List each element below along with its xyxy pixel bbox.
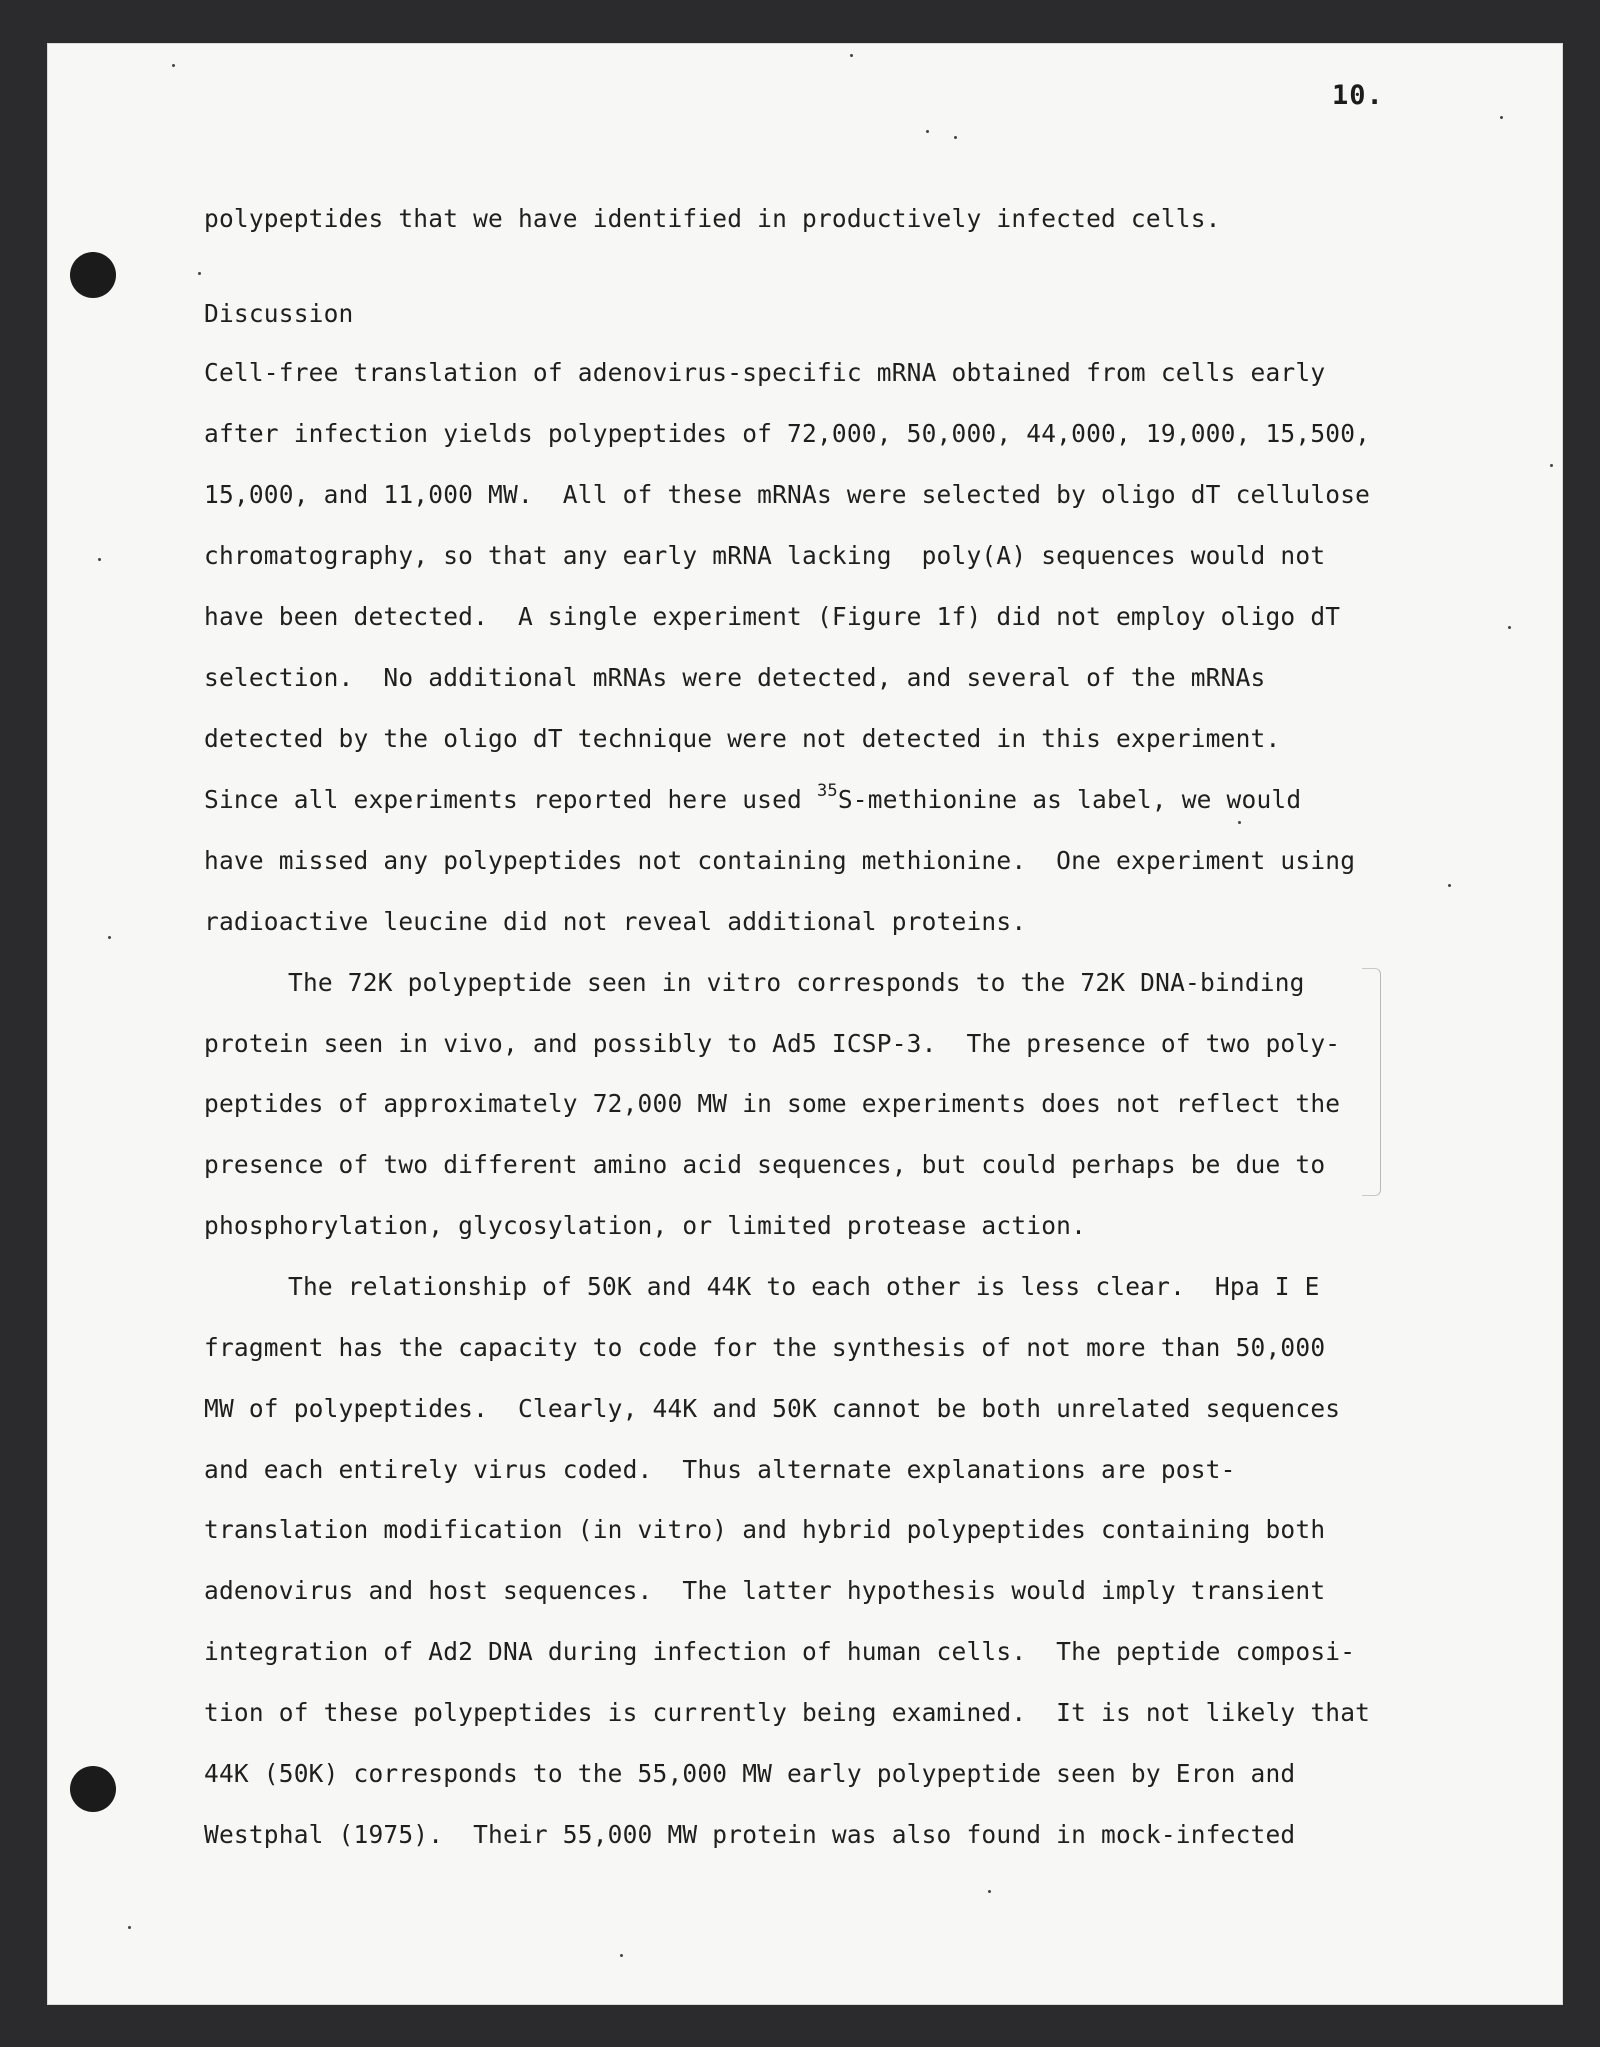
text-line: and each entirely virus coded. Thus alternate explanations are post- — [204, 1455, 1236, 1484]
text-fragment: S-methionine as label, we would — [837, 785, 1302, 814]
text-line: The 72K polypeptide seen in vitro corresponds to the 72K DNA-binding — [288, 968, 1305, 997]
text-line: chromatography, so that any early mRNA lacking poly(A) sequences would not — [204, 541, 1326, 570]
text-line: adenovirus and host sequences. The latter hypothesis would imply transient — [204, 1576, 1326, 1605]
paper-speck — [98, 558, 101, 561]
paper-speck — [198, 272, 201, 275]
text-line: after infection yields polypeptides of 72,000, 50,000, 44,000, 19,000, 15,500, — [204, 419, 1371, 448]
text-line: Cell-free translation of adenovirus-specific mRNA obtained from cells early — [204, 358, 1326, 387]
paper-speck — [172, 64, 175, 67]
text-line-superscript — [204, 781, 1302, 814]
text-line: peptides of approximately 72,000 MW in some experiments does not reflect the — [204, 1089, 1341, 1118]
paper-speck — [926, 130, 929, 133]
paper-speck — [1500, 116, 1503, 119]
text-line: Westphal (1975). Their 55,000 MW protein was also found in mock-infected — [204, 1820, 1296, 1849]
text-line: fragment has the capacity to code for the synthesis of not more than 50,000 — [204, 1333, 1326, 1362]
text-line: MW of polypeptides. Clearly, 44K and 50K cannot be both unrelated sequences — [204, 1394, 1341, 1423]
paper-speck — [1238, 821, 1241, 824]
paper-speck — [1508, 626, 1511, 629]
text-line: The relationship of 50K and 44K to each other is less clear. Hpa I E — [288, 1272, 1320, 1301]
text-line: integration of Ad2 DNA during infection of human cells. The peptide composi- — [204, 1637, 1356, 1666]
paper-speck — [128, 1926, 131, 1929]
text-line: tion of these polypeptides is currently being examined. It is not likely that — [204, 1698, 1371, 1727]
section-heading: Discussion — [204, 299, 354, 328]
text-line: have been detected. A single experiment (Figure 1f) did not employ oligo dT — [204, 602, 1341, 631]
margin-bracket — [1362, 968, 1381, 1196]
text-fragment: Since all experiments reported here used — [204, 785, 817, 814]
text-line: polypeptides that we have identified in productively infected cells. — [204, 204, 1221, 233]
document-page — [48, 44, 1562, 2004]
text-line: radioactive leucine did not reveal additional proteins. — [204, 907, 1027, 936]
punch-hole-top — [70, 252, 116, 298]
text-line: have missed any polypeptides not containing methionine. One experiment using — [204, 846, 1356, 875]
text-line: presence of two different amino acid sequences, but could perhaps be due to — [204, 1150, 1326, 1179]
text-line: selection. No additional mRNAs were detected, and several of the mRNAs — [204, 663, 1266, 692]
text-line: phosphorylation, glycosylation, or limited protease action. — [204, 1211, 1087, 1240]
superscript: 35 — [816, 781, 838, 801]
paper-speck — [1448, 884, 1451, 887]
text-line: 44K (50K) corresponds to the 55,000 MW early polypeptide seen by Eron and — [204, 1759, 1296, 1788]
paper-speck — [954, 136, 957, 139]
text-line: protein seen in vivo, and possibly to Ad5 ICSP-3. The presence of two poly- — [204, 1029, 1341, 1058]
paper-speck — [988, 1890, 991, 1893]
paper-speck — [850, 54, 853, 57]
text-line: 15,000, and 11,000 MW. All of these mRNAs were selected by oligo dT cellulose — [204, 480, 1371, 509]
punch-hole-bottom — [70, 1766, 116, 1812]
text-line: translation modification (in vitro) and hybrid polypeptides containing both — [204, 1515, 1326, 1544]
paper-speck — [108, 936, 111, 939]
page-number: 10. — [1332, 80, 1384, 111]
paper-speck — [1550, 464, 1553, 467]
paper-speck — [620, 1954, 623, 1957]
text-line: detected by the oligo dT technique were not detected in this experiment. — [204, 724, 1281, 753]
